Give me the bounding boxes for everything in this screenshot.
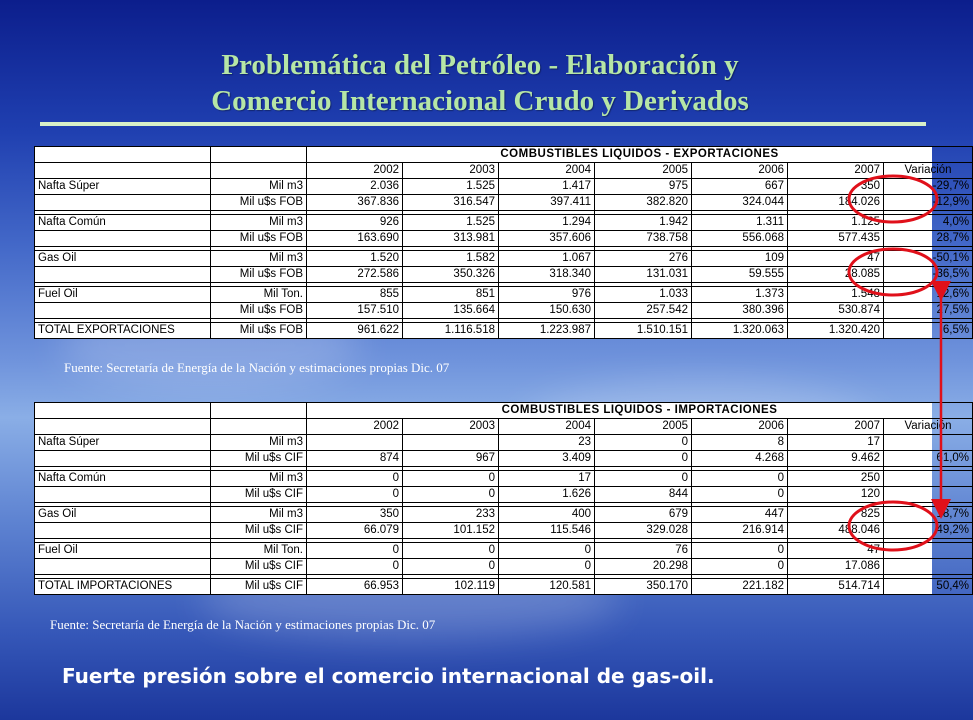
product-cell: Gas Oil [35,251,211,267]
value-cell: 276 [595,251,692,267]
unit-cell: Mil u$s FOB [211,195,307,211]
highlight-ellipse-exports-gasoil [849,249,937,295]
value-cell: 0 [307,559,403,575]
unit-cell: Mil m3 [211,251,307,267]
value-cell: 47 [788,543,884,559]
variation-cell: -36,5% [884,267,973,283]
variation-cell: 12,6% [884,287,973,303]
value-cell: 324.044 [692,195,788,211]
product-cell: Fuel Oil [35,543,211,559]
variation-cell: 61,0% [884,451,973,467]
value-cell: 577.435 [788,231,884,247]
value-cell: 109 [692,251,788,267]
value-cell: 131.031 [595,267,692,283]
value-cell: 1.548 [788,287,884,303]
conclusion-text: Fuerte presión sobre el comercio internacional de gas-oil. [62,664,715,688]
variation-cell: 49,2% [884,523,973,539]
year-header: 2006 [692,419,788,435]
highlight-ellipse-exports-nafta [849,176,937,222]
value-cell: 514.714 [788,579,884,595]
unit-cell: Mil u$s FOB [211,267,307,283]
variation-cell: 4,0% [884,215,973,231]
product-cell: Nafta Común [35,471,211,487]
variation-header: Variación [884,163,973,179]
value-cell: 0 [692,471,788,487]
year-header: 2003 [403,419,499,435]
variation-cell: 50,4% [884,579,973,595]
value-cell: 4.268 [692,451,788,467]
value-cell: 184.026 [788,195,884,211]
value-cell: 0 [307,471,403,487]
value-cell: 59.555 [692,267,788,283]
value-cell: 313.981 [403,231,499,247]
year-header: 2002 [307,163,403,179]
value-cell: 9.462 [788,451,884,467]
value-cell: 0 [307,543,403,559]
value-cell: 0 [595,435,692,451]
value-cell: 350 [788,179,884,195]
table-heading: COMBUSTIBLES LIQUIDOS - EXPORTACIONES [307,147,973,163]
variation-cell: 18,7% [884,507,973,523]
value-cell: 1.373 [692,287,788,303]
table-heading: COMBUSTIBLES LIQUIDOS - IMPORTACIONES [307,403,973,419]
value-cell: 216.914 [692,523,788,539]
product-cell: Fuel Oil [35,287,211,303]
value-cell: 0 [692,487,788,503]
value-cell: 17.086 [788,559,884,575]
year-header: 2002 [307,419,403,435]
value-cell: 926 [307,215,403,231]
value-cell: 76 [595,543,692,559]
value-cell: 0 [595,451,692,467]
value-cell: 28.085 [788,267,884,283]
value-cell: 135.664 [403,303,499,319]
value-cell: 1.033 [595,287,692,303]
value-cell: 397.411 [499,195,595,211]
value-cell: 844 [595,487,692,503]
value-cell: 316.547 [403,195,499,211]
product-cell: Nafta Súper [35,435,211,451]
value-cell: 0 [403,487,499,503]
value-cell: 1.067 [499,251,595,267]
value-cell: 350.326 [403,267,499,283]
year-header: 2006 [692,163,788,179]
variation-cell: -50,1% [884,251,973,267]
slide-title-line-2: Comercio Internacional Crudo y Derivados [211,85,749,117]
value-cell: 0 [403,559,499,575]
value-cell: 272.586 [307,267,403,283]
unit-cell: Mil m3 [211,435,307,451]
unit-cell: Mil m3 [211,215,307,231]
unit-cell: Mil m3 [211,471,307,487]
value-cell: 329.028 [595,523,692,539]
value-cell: 115.546 [499,523,595,539]
year-header: 2003 [403,163,499,179]
value-cell: 23 [499,435,595,451]
value-cell: 679 [595,507,692,523]
value-cell: 357.606 [499,231,595,247]
value-cell: 0 [499,559,595,575]
variation-cell: -29,7% [884,179,973,195]
value-cell: 447 [692,507,788,523]
value-cell: 8 [692,435,788,451]
value-cell: 257.542 [595,303,692,319]
unit-cell: Mil u$s CIF [211,451,307,467]
value-cell: 350 [307,507,403,523]
value-cell: 382.820 [595,195,692,211]
value-cell: 0 [307,487,403,503]
value-cell: 0 [403,471,499,487]
value-cell: 250 [788,471,884,487]
variation-cell: 6,5% [884,323,973,339]
unit-cell: Mil u$s FOB [211,323,307,339]
value-cell: 976 [499,287,595,303]
value-cell: 1.311 [692,215,788,231]
value-cell: 1.520 [307,251,403,267]
slide-title-line-1: Problemática del Petróleo - Elaboración y [221,49,739,81]
unit-cell: Mil Ton. [211,543,307,559]
year-header: 2005 [595,419,692,435]
value-cell: 488.046 [788,523,884,539]
year-header: 2004 [499,163,595,179]
value-cell: 1.125 [788,215,884,231]
value-cell: 1.510.151 [595,323,692,339]
value-cell: 150.630 [499,303,595,319]
unit-cell: Mil u$s CIF [211,559,307,575]
variation-cell: 28,7% [884,231,973,247]
value-cell: 556.068 [692,231,788,247]
unit-cell: Mil m3 [211,507,307,523]
value-cell: 967 [403,451,499,467]
value-cell: 400 [499,507,595,523]
product-cell: Nafta Común [35,215,211,231]
value-cell: 874 [307,451,403,467]
value-cell: 851 [403,287,499,303]
value-cell: 1.320.063 [692,323,788,339]
value-cell: 102.119 [403,579,499,595]
source-note-imports: Fuente: Secretaría de Energía de la Nación y estimaciones propias Dic. 07 [50,617,436,632]
value-cell: 1.525 [403,179,499,195]
value-cell: 120 [788,487,884,503]
value-cell: 318.340 [499,267,595,283]
unit-cell: Mil u$s FOB [211,303,307,319]
value-cell: 961.622 [307,323,403,339]
value-cell: 101.152 [403,523,499,539]
value-cell: 3.409 [499,451,595,467]
value-cell: 20.298 [595,559,692,575]
value-cell: 0 [692,543,788,559]
year-header: 2005 [595,163,692,179]
unit-cell: Mil u$s FOB [211,231,307,247]
value-cell: 0 [499,543,595,559]
unit-cell: Mil m3 [211,179,307,195]
value-cell: 667 [692,179,788,195]
value-cell: 0 [403,543,499,559]
value-cell: 1.294 [499,215,595,231]
unit-cell: Mil Ton. [211,287,307,303]
variation-cell: -12,9% [884,195,973,211]
value-cell: 2.036 [307,179,403,195]
value-cell: 1.223.987 [499,323,595,339]
value-cell: 1.116.518 [403,323,499,339]
value-cell: 0 [692,559,788,575]
value-cell: 380.396 [692,303,788,319]
value-cell: 1.942 [595,215,692,231]
product-cell: Nafta Súper [35,179,211,195]
unit-cell: Mil u$s CIF [211,579,307,595]
value-cell: 66.953 [307,579,403,595]
value-cell: 1.417 [499,179,595,195]
value-cell: 157.510 [307,303,403,319]
unit-cell: Mil u$s CIF [211,487,307,503]
year-header: 2004 [499,419,595,435]
value-cell: 47 [788,251,884,267]
product-cell: TOTAL IMPORTACIONES [35,579,211,595]
value-cell: 233 [403,507,499,523]
source-note-exports: Fuente: Secretaría de Energía de la Nación y estimaciones propias Dic. 07 [64,360,450,375]
year-header: 2007 [788,163,884,179]
variation-header: Variación [884,419,973,435]
value-cell: 221.182 [692,579,788,595]
value-cell: 120.581 [499,579,595,595]
value-cell: 17 [788,435,884,451]
value-cell: 0 [595,471,692,487]
value-cell: 825 [788,507,884,523]
highlight-ellipse-imports-gasoil [849,502,937,550]
value-cell: 738.758 [595,231,692,247]
value-cell: 163.690 [307,231,403,247]
value-cell: 530.874 [788,303,884,319]
variation-cell: 27,5% [884,303,973,319]
year-header: 2007 [788,419,884,435]
value-cell: 1.320.420 [788,323,884,339]
value-cell: 350.170 [595,579,692,595]
product-cell: Gas Oil [35,507,211,523]
value-cell: 367.836 [307,195,403,211]
value-cell: 1.582 [403,251,499,267]
value-cell: 975 [595,179,692,195]
value-cell: 855 [307,287,403,303]
value-cell: 17 [499,471,595,487]
value-cell: 1.525 [403,215,499,231]
unit-cell: Mil u$s CIF [211,523,307,539]
value-cell: 66.079 [307,523,403,539]
product-cell: TOTAL EXPORTACIONES [35,323,211,339]
value-cell: 1.626 [499,487,595,503]
